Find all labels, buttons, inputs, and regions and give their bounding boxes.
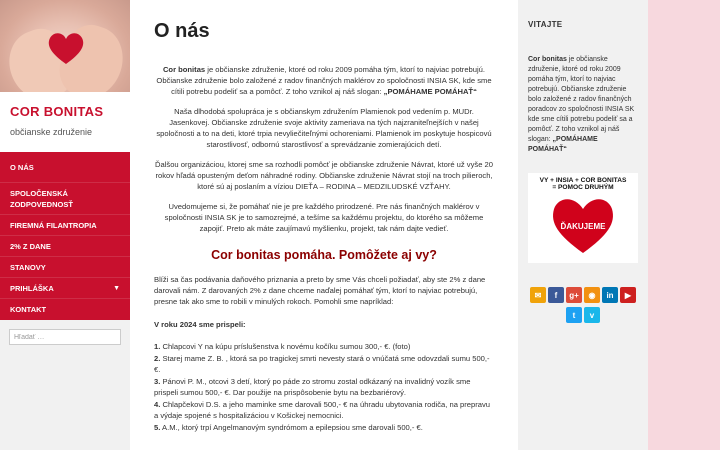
search-input[interactable] [9,329,121,345]
heart-icon [46,30,86,66]
list-item [154,341,494,352]
main-navigation [0,152,130,320]
right-sidebar [518,0,648,450]
facebook-icon[interactable]: f [548,287,564,303]
nav-item-label: FIREMNÁ FILANTROPIA [10,220,97,230]
intro-text: je občianske združenie, ktoré od roku 2009 pomáha tým, ktorí to najviac potrebujú. Občianske združenie bolo založené z radov finančných maklérov zo spoločnosti INSIA SK, kde sme cítili potrebu podeliť sa a pomôcť. Z toho vznikol aj náš slogan: [156,65,492,96]
linkedin-icon[interactable]: in [602,287,618,303]
list-item-text: Chlapčekovi D.S. a jeho maminke sme darovali 500,- € na úhradu ubytovania rodiča, na prepravu a výdaje spojené s hospitalizáciou v Košickej nemocnici. [154,400,491,420]
list-item-number: 3. [154,377,161,386]
list-item [154,353,494,375]
tax-paragraph: Blíži sa čas podávania daňového priznania a preto by sme Vás chceli požiadať, aby ste 2% z dane darovali nám. Z darovaných 2% z dane chceme naďalej pomáhať tým, ktorí to najviac potrebujú, presne tak ako sme to robili v minulých rokoch. Pomohli sme napríklad: [154,275,486,306]
rss-icon[interactable]: ◉ [584,287,600,303]
header-image [0,0,130,92]
banner-line-1: VY + INSIA + COR BONITAS [539,177,627,184]
nav-item-2-percenta[interactable] [0,235,130,256]
list-item [154,399,494,421]
widget-text [528,55,638,155]
year-heading [154,319,494,330]
list-item-number: 1. [154,342,161,351]
donation-list [154,341,494,433]
google-plus-icon[interactable]: g+ [566,287,582,303]
nav-item-label: STANOVY [10,262,46,272]
nav-item-prihlaska[interactable] [0,277,130,298]
list-item [154,422,494,433]
nav-item-label: KONTAKT [10,305,47,314]
nav-item-spolocenska-zodpovednost[interactable] [0,182,130,214]
site-title[interactable]: COR BONITAS [10,104,104,119]
section-heading: Cor bonitas pomáha. Pomôžete aj vy? [211,248,437,262]
widget-slogan: „POMÁHAME POMÁHAŤ“ [528,136,598,153]
list-item-text: A.M., ktorý trpí Angelmanovým syndrómom a epilepsiou sme darovali 500,- €. [160,423,423,432]
widget-body: je občianske združenie, ktoré od roku 2009 pomáha tým, ktorí to najviac potrebujú. Občianske združenie bolo založené z radov finančných poradcov zo spoločnosti INSIA SK kde sme cítili potrebu podeliť sa a pomôcť. Z toho vznikol aj náš slogan: [528,56,635,143]
list-item-text: Starej mame Z. B. , ktorá sa po tragickej smrti nevesty stará o vnúčatá sme odovzdali sumu 500,- €. [154,354,490,374]
page-title: O nás [154,20,210,42]
navrat-paragraph: Ďalšou organizáciou, ktorej sme sa rozhodli pomôcť je občianske združenie Návrat, ktoré už vyše 20 rokov hľadá opusteným deťom náhradné rodiny. Občianske združenie Návrat stojí na troch pilieroch, ktoré sú aj poslaním a víziou DIEŤA – RODINA – MEDZILUDSKÉ VZŤAHY. [155,160,493,191]
twitter-icon[interactable]: t [566,307,582,323]
slogan: „POMÁHAME POMÁHAŤ“ [383,87,477,96]
page-background-right [648,0,720,450]
nav-item-stanovy[interactable] [0,256,130,277]
list-item [154,376,494,398]
plamienok-paragraph: Naša dlhodobá spolupráca je s občianskym združením Plamienok pod vedením p. MUDr. Jasenkovej. Občianske združenie svoje aktivity zameriava na tých najzraniteľnejších v našej spoločnosti a to na deti, ktoré trpia nevyliečiteľnými ochoreniami. Plamienok im poskytuje hospicovú starostlivosť, odbornú starostlivosť a sprevádzanie zomierajúcich detí. [156,107,492,149]
org-name: Cor bonitas [162,65,206,74]
site-subtitle: občianske združenie [10,127,93,137]
widget-title: VITAJTE [528,20,563,29]
appeal-paragraph: Uvedomujeme si, že pomáhať nie je pre každého prirodzené. Pre nás finančných maklérov v spoločnosti INSIA SK je to samozrejmé, a tešíme sa každému projektu, do ktorého sa môžeme zapojiť. Preto ak máte zaujímavú myšlienku, projekt, tak nám dajte vedieť. [164,202,484,233]
left-sidebar [0,0,130,450]
youtube-icon[interactable]: ▶ [620,287,636,303]
nav-item-label: PRIHLÁŠKA [10,283,54,293]
nav-item-label: SPOLOČENSKÁ ZODPOVEDNOSŤ [10,188,73,209]
main-content [130,0,518,450]
nav-item-firemna-filantropia[interactable] [0,214,130,235]
nav-item-label: 2% Z DANE [10,241,51,251]
list-item-text: Pánovi P. M., otcovi 3 detí, ktorý po páde zo stromu zostal odkázaný na invalidný vozík sme prispeli sumou 500,- €. Dar použije na prispôsobenie bytu na bezbariérový. [154,377,471,397]
heart-icon [548,193,618,255]
email-icon[interactable]: ✉ [530,287,546,303]
list-item-number: 2. [154,354,161,363]
banner-line-2: = POMOC DRUHÝM [552,184,614,191]
heart-text: ĎAKUJEME [560,222,606,231]
nav-item-label: O NÁS [10,162,34,172]
chevron-down-icon[interactable]: ▼ [113,284,120,292]
list-item-number: 5. [154,423,161,432]
list-item-text: Chlapcovi Y na kúpu príslušenstva k novému kočíku sumou 300,- €. (foto) [160,342,411,351]
site-branding [0,92,130,152]
nav-item-o-nas[interactable] [0,152,130,182]
widget-org-name: Cor bonitas [528,56,567,63]
social-icons [528,287,638,323]
year-heading-text: V roku 2024 sme prispeli: [154,320,246,329]
donation-banner[interactable] [528,173,638,263]
nav-item-kontakt[interactable] [0,298,130,320]
vimeo-icon[interactable]: v [584,307,600,323]
intro-paragraph [154,64,494,97]
list-item-number: 4. [154,400,161,409]
